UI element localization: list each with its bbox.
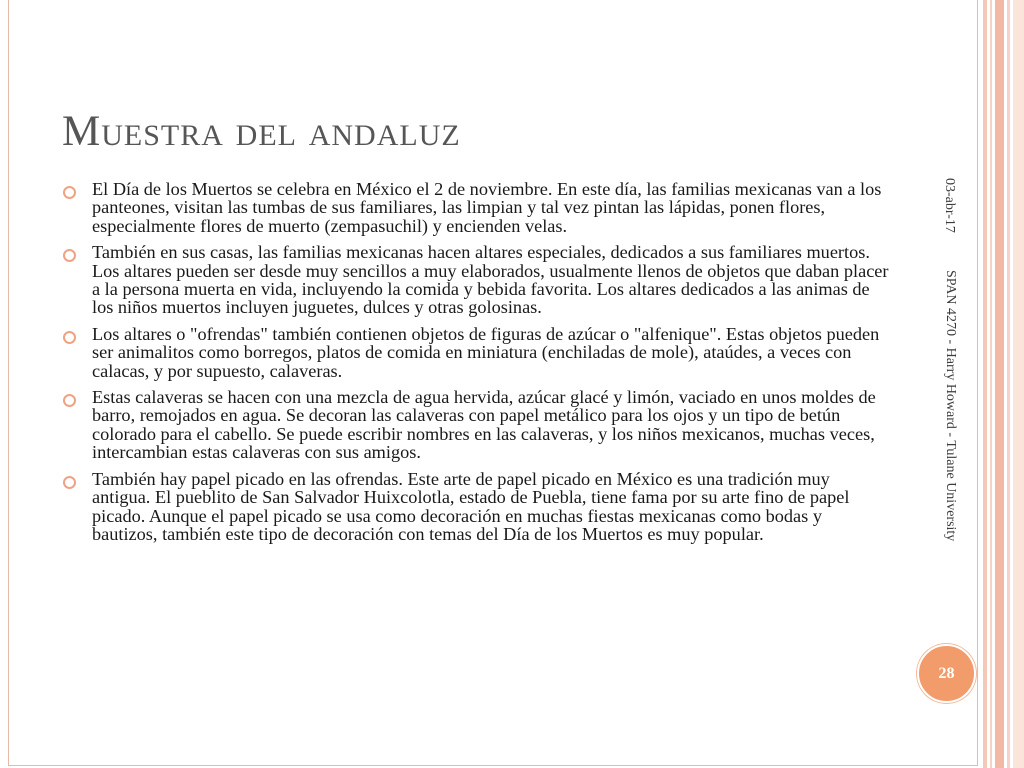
- bullet-item: [60, 180, 890, 235]
- decorative-stripe: [983, 0, 987, 768]
- bullet-circle-icon: [63, 394, 76, 407]
- bullet-circle-icon: [63, 186, 76, 199]
- bullet-item: [60, 470, 890, 544]
- decorative-stripe: [995, 0, 1004, 768]
- bullet-text: El Día de los Muertos se celebra en México el 2 de noviembre. En este día, las familias mexicanas van a los panteones, visitan las tumbas de sus familiares, las limpian y tal vez pintan las lápidas, ponen flores, especialmente flores de muerto (zempasuchil) y encienden velas.: [92, 179, 882, 236]
- bullet-text: Los altares o "ofrendas" también contienen objetos de figuras de azúcar o "alfenique". Estas objetos pueden ser animalitos como borregos, platos de comida en miniatura (enchiladas de mole), ataúdes, a veces con calacas, y por supuesto, calaveras.: [92, 323, 880, 381]
- decorative-stripe: [990, 0, 992, 768]
- bullet-circle-icon: [63, 476, 76, 489]
- bullet-text: También en sus casas, las familias mexicanas hacen altares especiales, dedicados a sus familiares muertos. Los altares pueden ser desde muy sencillos a muy elaborados, usualmente llenos de objetos que daban placer a la persona muerta en vida, incluyendo la comida y bebida favorita. Los altares dedicados a las animas de los niños muertos incluyen juguetes, dulces y otras golosinas.: [92, 242, 889, 318]
- bullet-item: [60, 243, 890, 317]
- slide-title: Muestra del andaluz: [62, 108, 461, 155]
- slide-footer: SPAN 4270 - Harry Howard - Tulane University: [943, 270, 958, 542]
- bullet-circle-icon: [63, 249, 76, 262]
- bullet-item: [60, 388, 890, 462]
- bullet-text: También hay papel picado en las ofrendas. Este arte de papel picado en México es una tradición muy antigua. El pueblito de San Salvador Huixcolotla, estado de Puebla, tiene fama por su arte fino de papel picado. Aunque el papel picado se usa como decoración en muchas fiestas mexicanas como bodas y bautizos, también este tipo de decoración con temas del Día de los Muertos es muy popular.: [92, 468, 850, 544]
- bullet-list: [60, 180, 890, 551]
- bullet-item: [60, 325, 890, 380]
- bullet-text: Estas calaveras se hacen con una mezcla de agua hervida, azúcar glacé y limón, vaciado en unos moldes de barro, remojados en agua. Se decoran las calaveras con papel metálico para los ojos y un tipo de betún colorado para el cabello. Se puede escribir nombres en las calaveras, y los niños mexicanos, muchas veces, intercambian estas calaveras con sus amigos.: [92, 387, 876, 463]
- bullet-circle-icon: [63, 331, 76, 344]
- page-number-badge: 28: [917, 644, 976, 703]
- slide-date: 03-abr-17: [942, 178, 957, 233]
- decorative-stripe: [1007, 0, 1010, 768]
- decorative-stripe: [1013, 0, 1024, 768]
